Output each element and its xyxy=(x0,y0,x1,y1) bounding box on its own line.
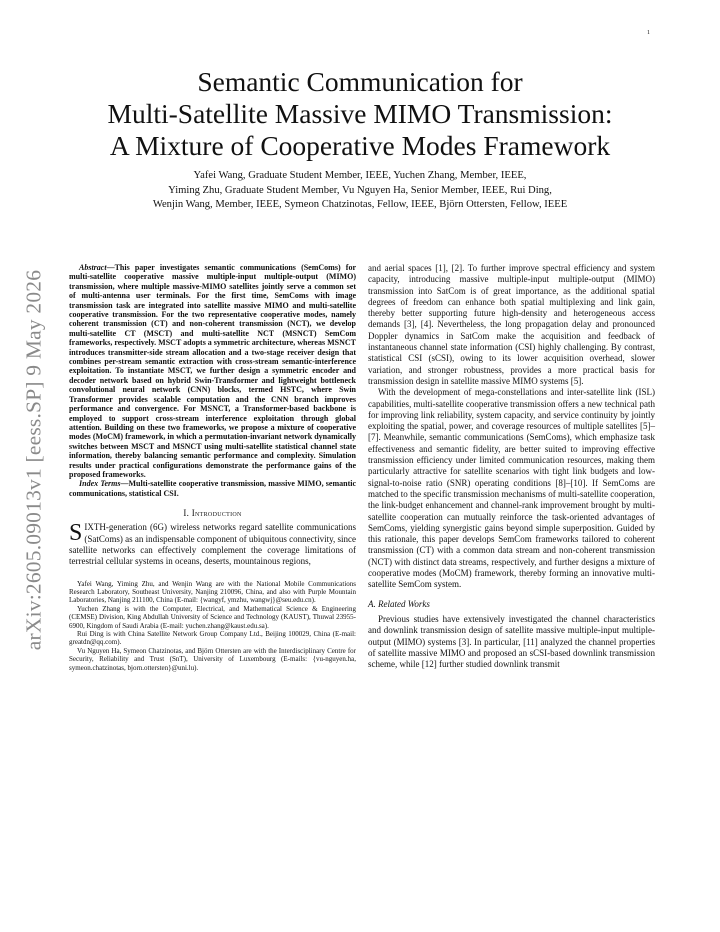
body-paragraph: Previous studies have extensively investigated the channel characteristics and downlink transmission design of satellite massive multiple-input multiple-output (MIMO) systems [3]. In particular, [11] analyzed the channel properties of satellite massive MIMO and proposed an sCSI-based downlink transmission scheme, while [12] further studied downlink transmit xyxy=(368,613,655,670)
footnote: Vu Nguyen Ha, Symeon Chatzinotas, and Björn Ottersten are with the Interdisciplinary Centre for Security, Reliability and Trust (SnT), University of Luxembourg (E-mails: {vu-nguyen.ha, symeon.chatzinotas, bjorn.ottersten}@uni.lu). xyxy=(69,646,356,672)
section-numeral: I. xyxy=(183,508,190,519)
author-list xyxy=(60,169,660,213)
right-column xyxy=(368,263,655,670)
section-heading xyxy=(69,508,356,519)
author-line: Yiming Zhu, Graduate Student Member, Vu Nguyen Ha, Senior Member, IEEE, Rui Ding, xyxy=(168,184,552,196)
body-paragraph: With the development of mega-constellations and inter-satellite link (ISL) capabilities, multi-satellite cooperative transmission offers a new technical path for improving link reliability, system capacity, and service continuity by jointly exploiting the spatial, power, and coverage resources of multiple satellites [5]–[7]. Meanwhile, semantic communications (SemComs), which emphasize task effectiveness and semantic fidelity, are better suited to improving effective transmission efficiency under limited communication resources, making them particularly attractive for satellite scenarios with tight link budgets and low-signal-to-noise ratio (SNR) operating conditions [8]–[10]. If SemComs are matched to the specific transmission mechanisms of multi-satellite cooperation, the link-budget enhancement and channel-rank improvement brought by multi-satellite cooperation can mutually reinforce the task-oriented advantages of SemComs, yielding synergistic gains beyond simple superposition. Guided by this rationale, this paper develops SemCom frameworks tailored to coherent transmission (CT) with a common data stream and non-coherent transmission (NCT) with distinct data streams, respectively, and further designs a mixture of cooperative modes (MoCM) framework, thereby forming an innovative multi-satellite SemCom system. xyxy=(368,387,655,590)
drop-cap: S xyxy=(69,520,83,547)
index-terms xyxy=(69,479,356,498)
section-title: Introduction xyxy=(191,508,242,519)
footnote: Yafei Wang, Yiming Zhu, and Wenjin Wang are with the National Mobile Communications Research Laboratory, Southeast University, Nanjing 210096, China, and also with Purple Mountain Laboratories, Nanjing 211100, China (E-mail: {wangyf, ymzhu, wangwj}@seu.edu.cn). xyxy=(69,579,356,605)
author-line: Yafei Wang, Graduate Student Member, IEEE, Yuchen Zhang, Member, IEEE, xyxy=(193,170,527,181)
footnotes xyxy=(69,580,356,672)
title-line: A Mixture of Cooperative Modes Framework xyxy=(109,130,611,161)
body-paragraph: and aerial spaces [1], [2]. To further improve spectral efficiency and system capacity, introducing massive multiple-input multiple-output (MIMO) transmission into SatCom is of great importance, as the additional spatial degrees of freedom can enhance both spatial multiplexing and link gain, thereby better supporting future high-density and heterogeneous access demands [3], [4]. Nevertheless, the long propagation delay and pronounced Doppler dynamics in SatCom make the acquisition and feedback of instantaneous channel state information (CSI) highly challenging. By contrast, statistical CSI (sCSI), owing to its lower acquisition overhead, slower variation, and stronger robustness, provides a more practical basis for transmission design in satellite massive MIMO systems [5]. xyxy=(368,263,655,386)
arxiv-watermark xyxy=(14,270,54,650)
intro-text: IXTH-generation (6G) wireless networks regard satellite communications (SatComs) as an indispensable component of ubiquitous connectivity, since satellite networks can effectively complement the coverage limitations of terrestrial cellular systems in oceans, deserts, mountainous regions, xyxy=(69,522,356,567)
index-terms-text: —Multi-satellite cooperative transmission, massive MIMO, semantic communications, statistical CSI. xyxy=(69,479,357,498)
abstract-text: —This paper investigates semantic communications (SemComs) for multi-satellite cooperative massive multiple-input multiple-output (MIMO) transmission, where multiple massive-MIMO satellites jointly serve a common set of multi-antenna user terminals. For the first time, SemComs with image transmission task are integrated into satellite massive MIMO and multi-satellite cooperative transmission. For the two representative cooperative modes, namely coherent transmission (CT) and non-coherent transmission (NCT), we develop multi-satellite CT (MSCT) and multi-satellite NCT (MSNCT) SemCom frameworks, respectively. MSCT adopts a symmetric architecture, whereas MSNCT introduces transmitter-side stream allocation and a two-stage receiver design that combines per-stream semantic extraction with cross-stream semantic-interference exploitation. To instantiate MSCT, we further design a symmetric encoder and decoder network based on hybrid Swin-Transformer and lightweight bottleneck convolutional neural network (CNN) blocks, termed HSTC, where Swin Transformer provides scalable computation and the CNN branch improves performance and convergence. For MSNCT, a Transformer-based backbone is employed to support cross-stream interference exploitation through global attention. Building on these two frameworks, we propose a mixture of cooperative modes (MoCM) framework, in which a permutation-invariant network dynamically switches between MSCT and MSNCT using multi-satellite statistical channel state information, thereby balancing semantic performance and complexity. Simulation results under practical configurations demonstrate the performance gains of the proposed frameworks. xyxy=(69,263,356,479)
subsection-heading: A. Related Works xyxy=(368,598,430,609)
title-line: Multi-Satellite Massive MIMO Transmission: xyxy=(107,98,613,129)
paper-title xyxy=(60,66,660,162)
abstract xyxy=(69,263,356,479)
author-line: Wenjin Wang, Member, IEEE, Symeon Chatzinotas, Fellow, IEEE, Björn Ottersten, Fellow, IEEE xyxy=(152,199,568,211)
footnote: Rui Ding is with China Satellite Network Group Company Ltd., Beijing 100029, China (E-mail: greatdn@qq.com). xyxy=(69,630,356,647)
footnote: Yuchen Zhang is with the Computer, Electrical, and Mathematical Science & Engineering (CEMSE) Division, King Abdullah University of Science and Technology (KAUST), Thuwal 23955-6900, Kingdom of Saudi Arabia (E-mail: yuchen.zhang@kaust.edu.sa). xyxy=(69,604,356,630)
arxiv-id: arXiv:2605.09013v1 [eess.SP] 9 May 2026 xyxy=(21,269,46,651)
left-column xyxy=(69,263,356,672)
index-terms-label: Index Terms xyxy=(79,479,121,489)
page-number: 1 xyxy=(647,30,650,36)
abstract-label: Abstract xyxy=(79,263,107,272)
title-line: Semantic Communication for xyxy=(197,66,523,97)
intro-paragraph xyxy=(69,522,356,567)
